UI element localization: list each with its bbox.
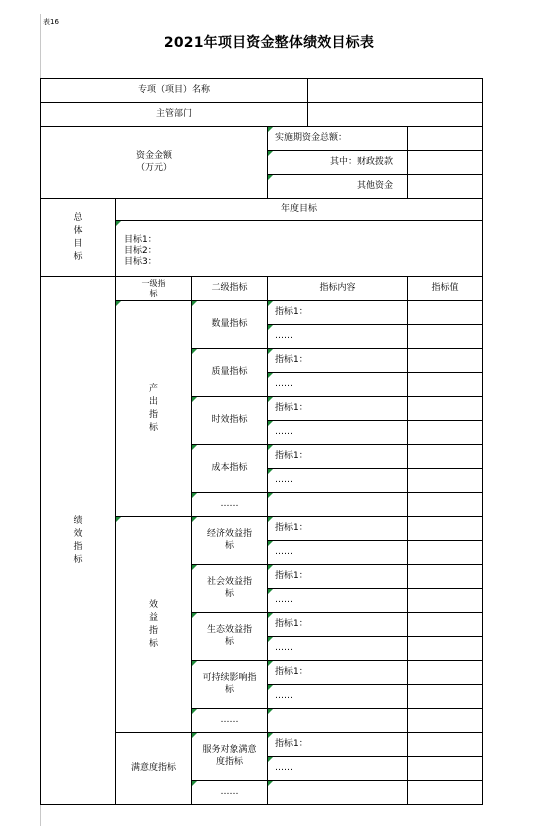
quality-label: 质量指标 [192, 349, 268, 397]
fiscal-value[interactable] [408, 151, 483, 175]
other-funds-value[interactable] [408, 175, 483, 199]
satisfaction-more-content[interactable] [268, 781, 408, 805]
col-level1: 一级指标 [116, 277, 192, 301]
funds-label: 资金金额 （万元） [41, 127, 268, 199]
other-funds-label: 其他资金 [268, 175, 408, 199]
quality-item-1[interactable]: 指标1： [268, 349, 408, 373]
benefit-more-content[interactable] [268, 709, 408, 733]
satisfaction-level2-more: …… [192, 781, 268, 805]
goals-cell[interactable] [116, 221, 483, 277]
dept-value[interactable] [308, 103, 483, 127]
col-level2: 二级指标 [192, 277, 268, 301]
quantity-value-more[interactable] [408, 325, 483, 349]
service-item-1[interactable]: 指标1： [268, 733, 408, 757]
sustain-label: 可持续影响指标 [192, 661, 268, 709]
timeliness-value-more[interactable] [408, 421, 483, 445]
goal-2: 目标2： [124, 246, 157, 256]
ecology-item-1[interactable]: 指标1： [268, 613, 408, 637]
quality-value-1[interactable] [408, 349, 483, 373]
economic-value-more[interactable] [408, 541, 483, 565]
project-name-label: 专项（项目）名称 [41, 79, 308, 103]
dept-label: 主管部门 [41, 103, 308, 127]
cost-value-more[interactable] [408, 469, 483, 493]
sustain-item-1[interactable]: 指标1： [268, 661, 408, 685]
col-content: 指标内容 [268, 277, 408, 301]
goal-1: 目标1： [124, 235, 157, 245]
benefit-level2-more: …… [192, 709, 268, 733]
service-label: 服务对象满意度指标 [192, 733, 268, 781]
cost-item-1[interactable]: 指标1： [268, 445, 408, 469]
economic-value-1[interactable] [408, 517, 483, 541]
total-funds-label: 实施期资金总额： [268, 127, 408, 151]
row-funds-total [41, 127, 483, 151]
economic-item-1[interactable]: 指标1： [268, 517, 408, 541]
ecology-item-more[interactable]: …… [268, 637, 408, 661]
row-year-goal [41, 199, 483, 221]
year-goal-label: 年度目标 [116, 199, 483, 221]
row-project-name [41, 79, 483, 103]
row-dept [41, 103, 483, 127]
page-number: 表16 [43, 18, 59, 26]
benefit-label: 效益指标 [116, 517, 192, 733]
social-label: 社会效益指标 [192, 565, 268, 613]
quantity-label: 数量指标 [192, 301, 268, 349]
total-funds-value[interactable] [408, 127, 483, 151]
social-item-more[interactable]: …… [268, 589, 408, 613]
row-perf-header [41, 277, 483, 301]
output-level2-more: …… [192, 493, 268, 517]
project-name-value[interactable] [308, 79, 483, 103]
satisfaction-label: 满意度指标 [116, 733, 192, 805]
timeliness-item-1[interactable]: 指标1： [268, 397, 408, 421]
quantity-item-more[interactable]: …… [268, 325, 408, 349]
output-more-content[interactable] [268, 493, 408, 517]
timeliness-value-1[interactable] [408, 397, 483, 421]
service-item-more[interactable]: …… [268, 757, 408, 781]
ecology-value-1[interactable] [408, 613, 483, 637]
output-more-value[interactable] [408, 493, 483, 517]
sustain-value-more[interactable] [408, 685, 483, 709]
perf-label: 绩效指标 [41, 277, 116, 805]
service-value-1[interactable] [408, 733, 483, 757]
timeliness-label: 时效指标 [192, 397, 268, 445]
cost-item-more[interactable]: …… [268, 469, 408, 493]
social-value-1[interactable] [408, 565, 483, 589]
ecology-value-more[interactable] [408, 637, 483, 661]
benefit-more-value[interactable] [408, 709, 483, 733]
ecology-label: 生态效益指标 [192, 613, 268, 661]
overall-goal-label: 总体目标 [41, 199, 116, 277]
quality-item-more[interactable]: …… [268, 373, 408, 397]
goal-3: 目标3： [124, 257, 157, 267]
social-item-1[interactable]: 指标1： [268, 565, 408, 589]
output-label: 产出指标 [116, 301, 192, 517]
col-value: 指标值 [408, 277, 483, 301]
cost-label: 成本指标 [192, 445, 268, 493]
economic-label: 经济效益指标 [192, 517, 268, 565]
timeliness-item-more[interactable]: …… [268, 421, 408, 445]
cost-value-1[interactable] [408, 445, 483, 469]
quantity-item-1[interactable]: 指标1： [268, 301, 408, 325]
sustain-item-more[interactable]: …… [268, 685, 408, 709]
quality-value-more[interactable] [408, 373, 483, 397]
social-value-more[interactable] [408, 589, 483, 613]
satisfaction-more-value[interactable] [408, 781, 483, 805]
sustain-value-1[interactable] [408, 661, 483, 685]
fiscal-label: 其中：财政拨款 [268, 151, 408, 175]
quantity-value-1[interactable] [408, 301, 483, 325]
performance-target-table [40, 78, 483, 805]
service-value-more[interactable] [408, 757, 483, 781]
economic-item-more[interactable]: …… [268, 541, 408, 565]
page-title: 2021年项目资金整体绩效目标表 [163, 35, 375, 51]
